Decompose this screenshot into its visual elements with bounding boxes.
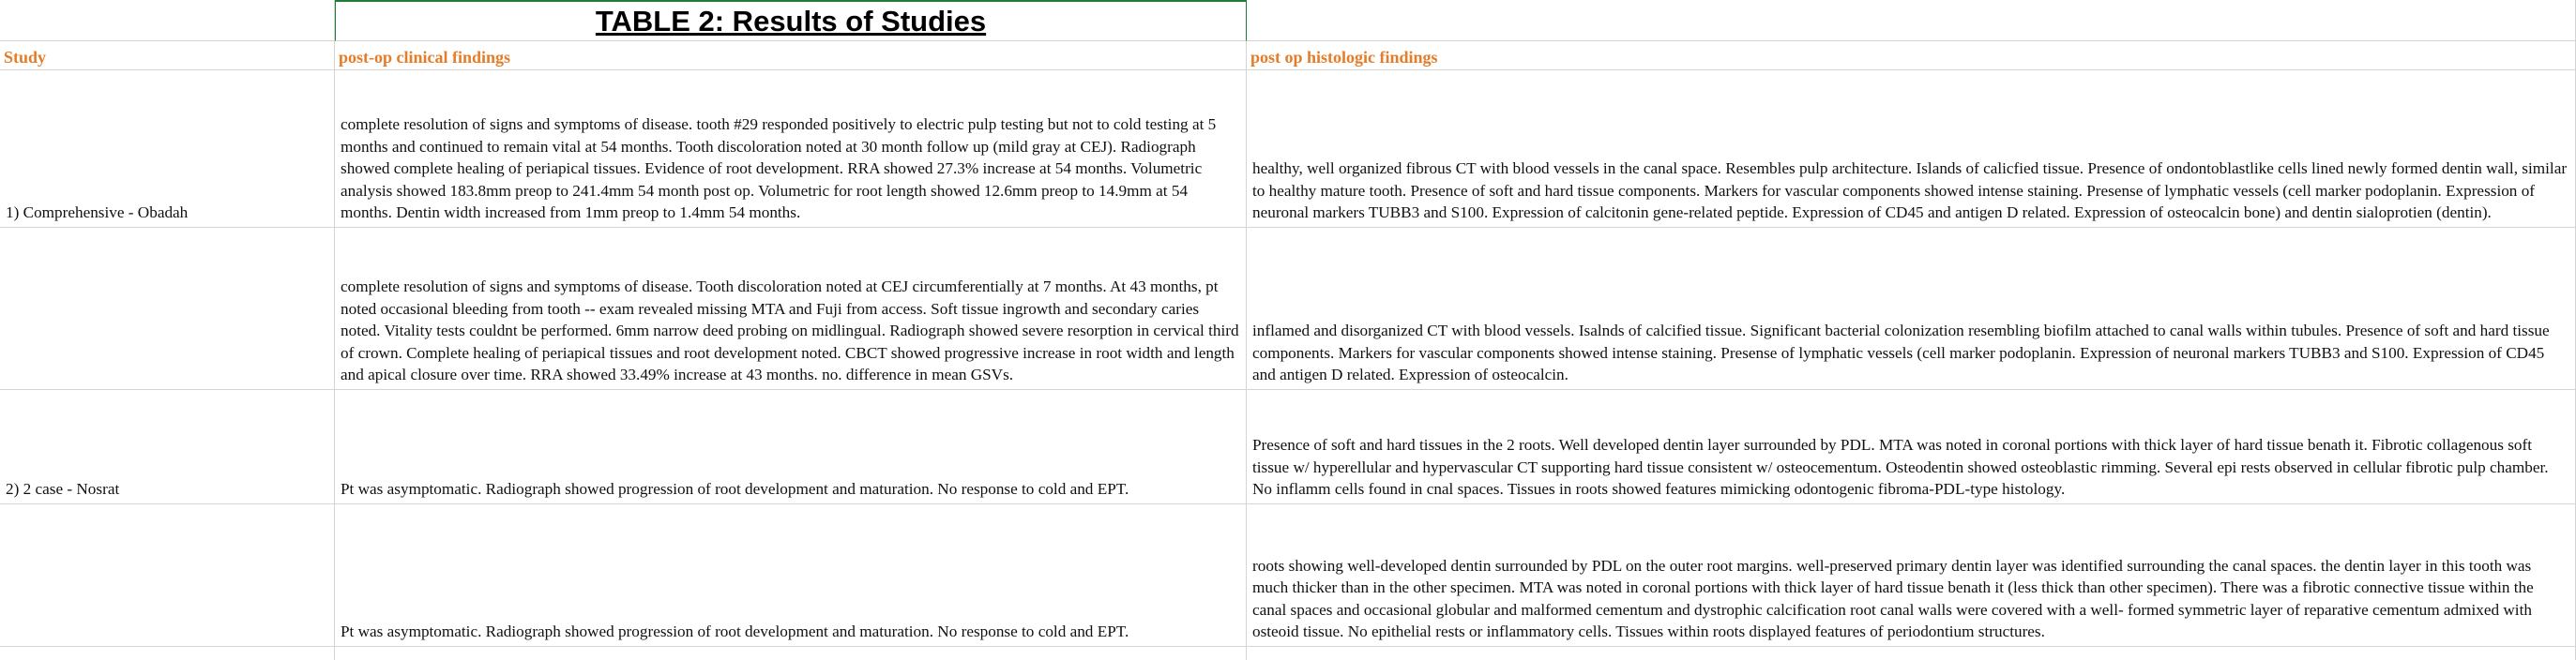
blank-cell[interactable] [335, 647, 1247, 660]
clinical-text: Pt was asymptomatic. Radiograph showed progression of root development and maturation. No response to cold and EPT. [341, 622, 1129, 641]
title-cell[interactable] [335, 0, 1247, 41]
study-cell[interactable] [0, 504, 335, 647]
blank-cell[interactable] [0, 647, 335, 660]
histologic-cell[interactable] [1247, 70, 2576, 228]
header-study-label: Study [4, 48, 47, 67]
blank-cell-a1[interactable] [0, 0, 335, 41]
study-cell[interactable] [0, 70, 335, 228]
clinical-text: complete resolution of signs and symptoms of disease. tooth #29 responded positively to electric pulp testing but not to cold testing at 5 months and continued to remain vital at 54 months. Tooth discoloration noted at 30 month follow up (mild gray at CEJ). Radiograph showed complete healing of periapical tissues. Evidence of root development. RRA showed 27.3% increase at 54 months. Volumetric analysis showed 183.8mm preop to 241.4mm 54 month post op. Volumetric for root length showed 12.6mm preop to 14.9mm at 54 months. Dentin width increased from 1mm preop to 1.4mm 54 months. [341, 115, 1217, 222]
header-histologic[interactable] [1247, 41, 2576, 70]
table-title: TABLE 2: Results of Studies [595, 4, 987, 38]
histologic-text: healthy, well organized fibrous CT with blood vessels in the canal space. Resembles pulp architecture. Islands of calicfied tissue. Presence of ondontoblastlike cells lined newly formed dentin wall, similar to healthy mature tooth. Presence of soft and hard tissue components. Markers for vascular components showed intense staining. Presense of lymphatic vessels (cell marker podoplanin. Expression of neuronal markers TUBB3 and S100. Expression of calcitonin gene-related peptide. Expression of CD45 and antigen D related. Expression of osteocalcin bone) and dentin sialoprotien (dentin). [1252, 159, 2568, 222]
clinical-cell[interactable] [335, 504, 1247, 647]
study-cell[interactable] [0, 390, 335, 504]
study-cell[interactable] [0, 228, 335, 390]
histologic-text: Presence of soft and hard tissues in the 2 roots. Well developed dentin layer surrounded by PDL. MTA was noted in coronal portions with thick layer of hard tissue benath it. Fibrotic collagenous soft tissue w/ hyperellular and hypervascular CT supporting hard tissue consistent w/ osteocementum. Osteodentin showed osteoblastic rimming. Several epi rests observed in cellular fibrotic pulp chamber. No inflamm cells found in cnal spaces. Tissues in roots showed features mimicking odontogenic fibroma-PDL-type histology. [1252, 436, 2549, 499]
header-study[interactable] [0, 41, 335, 70]
histologic-text: roots showing well-developed dentin surrounded by PDL on the outer root margins. well-preserved primary dentin layer was identified surrounding the canal spaces. the dentin layer in this tooth was much thicker than in the other specimen. MTA was noted in coronal portions with thick layer of hard tissue benath it (less thick than other specimen). There was a fibrotic connective tissue within the canal spaces and occasional globular and malformed cementum and dystrophic calcification root canal walls were covered with a well- formed symmetric layer of reparative cementum admixed with osteoid tissue. No epithelial rests or inflammatory cells. Tissues within roots displayed features of periodontium structures. [1252, 556, 2534, 641]
clinical-cell[interactable] [335, 228, 1247, 390]
clinical-cell[interactable] [335, 390, 1247, 504]
clinical-cell[interactable] [335, 70, 1247, 228]
clinical-text: complete resolution of signs and symptoms of disease. Tooth discoloration noted at CEJ circumferentially at 7 months. At 43 months, pt noted occasional bleeding from tooth -- exam revealed missing MTA and Fuji from access. Soft tissue ingrowth and secondary caries noted. Vitality tests couldnt be performed. 6mm narrow deed probing on midlingual. Radiograph showed severe resorption in cervical third of crown. Complete healing of periapical tissues and root development noted. CBCT showed progressive increase in root width and length and apical closure over time. RRA showed 33.49% increase at 43 months. no. difference in mean GSVs. [341, 278, 1239, 384]
header-clinical-label: post-op clinical findings [339, 48, 511, 67]
histologic-cell[interactable] [1247, 228, 2576, 390]
clinical-text: Pt was asymptomatic. Radiograph showed progression of root development and maturation. No response to cold and EPT. [341, 480, 1129, 499]
study-label: 1) Comprehensive - Obadah [6, 203, 189, 222]
header-histologic-label: post op histologic findings [1250, 48, 1438, 67]
histologic-cell[interactable] [1247, 504, 2576, 647]
blank-cell[interactable] [1247, 647, 2576, 660]
histologic-text: inflamed and disorganized CT with blood vessels. Isalnds of calcified tissue. Significant bacterial colonization resembling biofilm attached to canal walls within tubules. Presence of soft and hard tissue components. Markers for vascular components showed intense staining. Presense of lymphatic vessels (cell marker podoplanin. Expression of neuronal markers TUBB3 and S100. Expression of CD45 and antigen D related. Expression of osteocalcin. [1252, 322, 2550, 384]
blank-cell-c1[interactable] [1247, 0, 2576, 41]
histologic-cell[interactable] [1247, 390, 2576, 504]
header-clinical[interactable] [335, 41, 1247, 70]
study-label: 2) 2 case - Nosrat [6, 480, 120, 499]
